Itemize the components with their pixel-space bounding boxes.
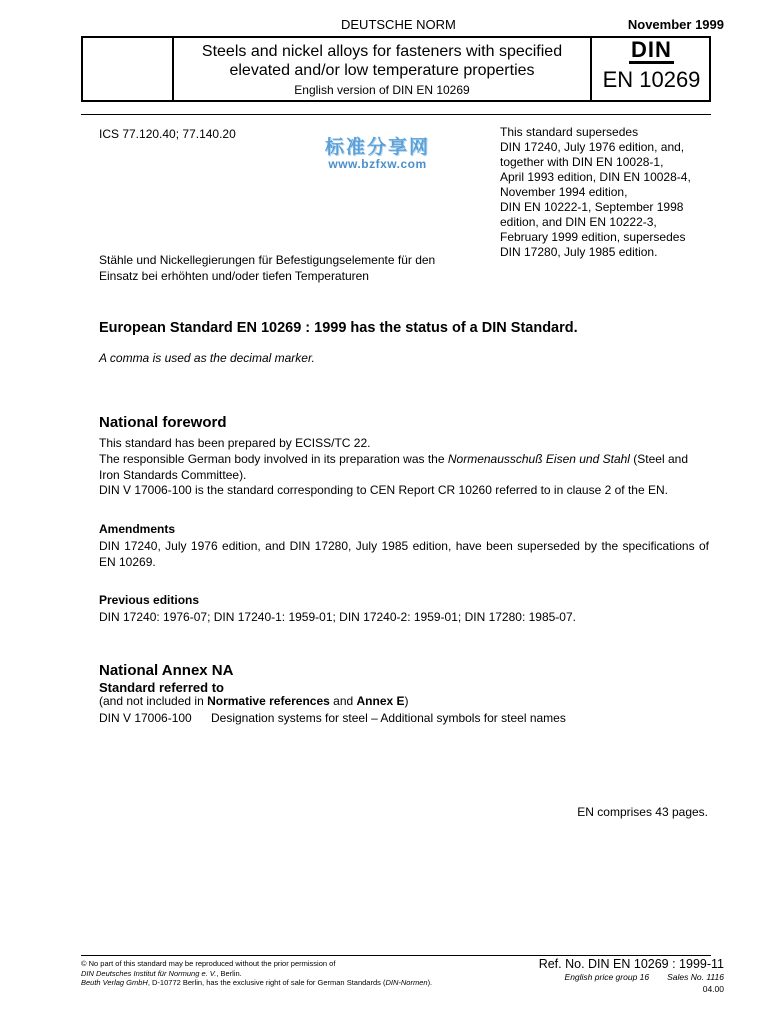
annex-note (99, 694, 409, 708)
annex-subheading: Standard referred to (99, 680, 224, 695)
title-line-1: Steels and nickel alloys for fasteners with specified (201, 43, 563, 60)
committee-name: Normenausschuß Eisen und Stahl (447, 452, 630, 466)
issue-date: November 1999 (627, 17, 724, 32)
foreword-heading: National foreword (99, 414, 227, 431)
top-divider (81, 114, 711, 115)
watermark (325, 138, 430, 171)
copyright-line-3 (81, 978, 521, 988)
annex-note-bold: Annex E (356, 694, 405, 708)
amendments-heading: Amendments (99, 522, 176, 536)
print-code: 04.00 (702, 984, 724, 994)
foreword-paragraph-3: DIN V 17006-100 is the standard corresponding to CEN Report CR 10260 referred to in clause 2 of the EN. (99, 483, 668, 497)
annex-note-bold: Normative references (207, 694, 330, 708)
standard-number: EN 10269 (602, 67, 701, 92)
institute-name: DIN Deutsches Institut für Normung e. V. (81, 968, 217, 978)
annex-heading: National Annex NA (99, 662, 234, 679)
watermark-text: 标准分享网 (325, 137, 431, 158)
price-group: English price group 16 (564, 972, 650, 982)
din-logo: DIN (631, 37, 672, 62)
sales-number: Sales No. 1116 (667, 972, 724, 982)
foreword-p2-text-end: (Steel and Iron Standards Committee). (99, 452, 689, 482)
decimal-marker-note: A comma is used as the decimal marker. (99, 351, 315, 365)
foreword-paragraph-1: This standard has been prepared by ECISS/TC 22. (99, 436, 371, 450)
amendments-text: DIN 17240, July 1976 edition, and DIN 17280, July 1985 edition, have been superseded by the specifications of EN 10269. (99, 539, 709, 569)
supersedes-line: edition, and DIN EN 10222-3, (500, 215, 657, 229)
previous-editions-heading: Previous editions (99, 593, 200, 607)
reference-title: Designation systems for steel – Additional symbols for steel names (211, 711, 566, 725)
supersedes-line: February 1999 edition, supersedes (500, 230, 686, 244)
annex-note-text: and (329, 694, 357, 708)
ics-code: ICS 77.120.40; 77.140.20 (99, 127, 236, 141)
din-normen-label: DIN-Normen (385, 978, 428, 987)
supersedes-line: DIN EN 10222-1, September 1998 (500, 200, 684, 214)
annex-note-text: ) (404, 694, 409, 708)
foreword-p2-text: The responsible German body involved in its preparation was the (99, 452, 448, 466)
german-title (99, 252, 479, 284)
reference-code: DIN V 17006-100 (99, 711, 192, 725)
page-count-note: EN comprises 43 pages. (577, 805, 708, 819)
supersedes-line: together with DIN EN 10028-1, (500, 155, 664, 169)
german-title-line-2: Einsatz bei erhöhten und/oder tiefen Temperaturen (99, 269, 369, 283)
standard-number-cell (592, 36, 711, 102)
standard-type: DEUTSCHE NORM (341, 17, 456, 32)
copyright-line-2 (81, 969, 521, 979)
title-line-2: elevated and/or low temperature properties (229, 62, 535, 79)
reference-row (99, 711, 566, 725)
supersedes-line: This standard supersedes (500, 125, 639, 139)
copyright-line-1: © No part of this standard may be reproduced without the prior permission of (81, 959, 336, 968)
supersedes-note (500, 125, 710, 260)
price-info (565, 972, 724, 982)
supersedes-line: DIN 17240, July 1976 edition, and, (500, 140, 685, 154)
title-cell (172, 36, 592, 102)
bottom-divider (81, 955, 711, 956)
copyright-text: ). (427, 978, 433, 987)
german-title-line-1: Stähle und Nickellegierungen für Befestigungselemente für den (99, 253, 436, 267)
copyright-notice (81, 959, 521, 988)
previous-editions-text: DIN 17240: 1976-07; DIN 17240-1: 1959-01; DIN 17240-2: 1959-01; DIN 17280: 1985-07. (99, 610, 576, 624)
supersedes-line: DIN 17280, July 1985 edition. (500, 245, 658, 259)
reference-number: Ref. No. DIN EN 10269 : 1999-11 (538, 957, 724, 971)
publisher-name: Beuth Verlag GmbH (81, 978, 148, 987)
english-version-label: English version of DIN EN 10269 (294, 83, 470, 97)
watermark-url: www.bzfxw.com (328, 157, 427, 171)
supersedes-line: November 1994 edition, (500, 185, 628, 199)
status-statement: European Standard EN 10269 : 1999 has the status of a DIN Standard. (99, 320, 578, 336)
foreword-paragraph-2 (99, 451, 709, 483)
copyright-text: , D-10772 Berlin, has the exclusive right of sale for German Standards ( (147, 978, 386, 987)
copyright-text: , Berlin. (216, 968, 242, 978)
supersedes-line: April 1993 edition, DIN EN 10028-4, (500, 170, 691, 184)
annex-note-text: (and not included in (99, 694, 208, 708)
